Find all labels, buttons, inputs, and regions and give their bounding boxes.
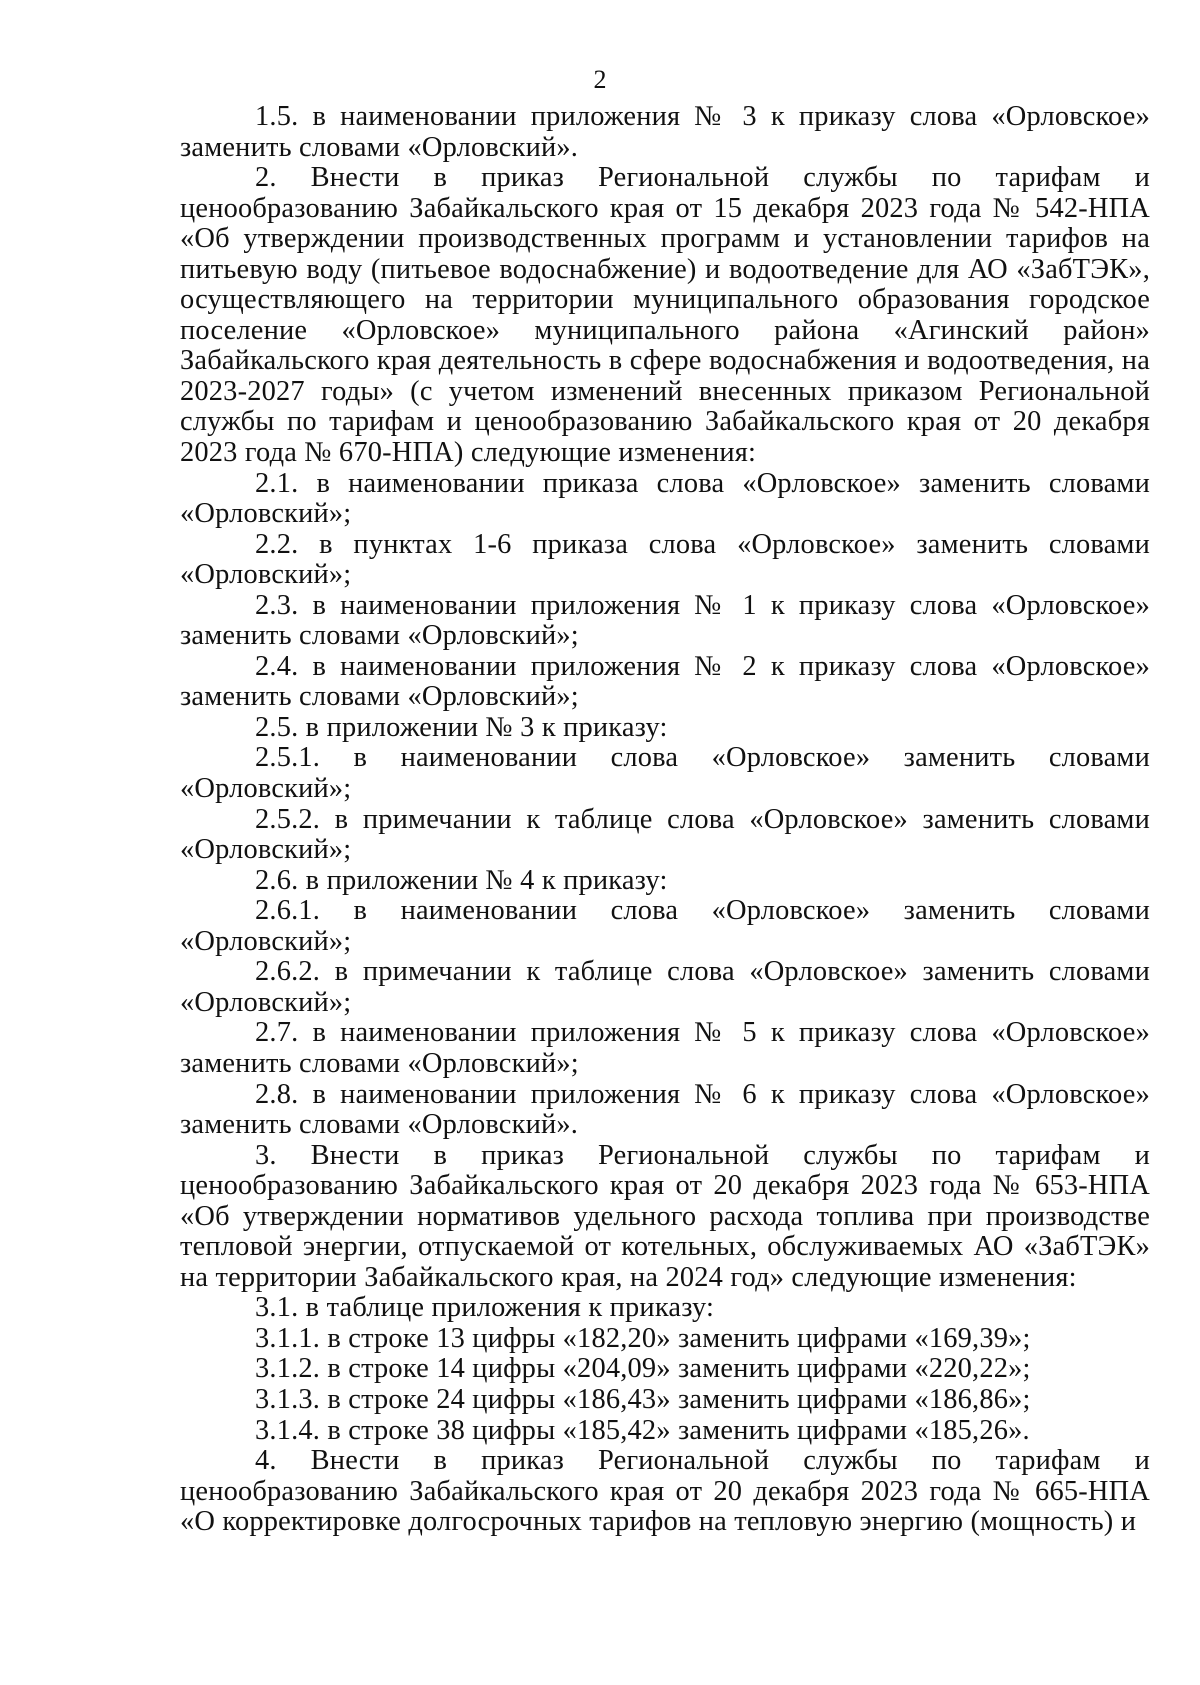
paragraph-3-1-2: 3.1.2. в строке 14 цифры «204,09» заменить цифрами «220,22»;	[255, 1353, 1031, 1385]
paragraph-2-5: 2.5. в приложении № 3 к приказу:	[255, 711, 668, 743]
paragraph-2-3: 2.3. в наименовании приложения № 1 к приказу слова «Орловское» заменить словами «Орловский»;	[180, 589, 1150, 652]
paragraph-3-1-3: 3.1.3. в строке 24 цифры «186,43» заменить цифрами «186,86»;	[255, 1383, 1031, 1415]
paragraph-3-1: 3.1. в таблице приложения к приказу:	[255, 1292, 715, 1324]
paragraph-2: 2. Внести в приказ Региональной службы по тарифам и ценообразованию Забайкальского края от 15 декабря 2023 года № 542-НПА «Об утверждении производственных программ и установлении тарифов на питьевую воду (питьевое водоснабжение) и водоотведение для АО «ЗабТЭК», осуществляющего на территории муниципального образования городское поселение «Орловское» муниципального района «Агинский район» Забайкальского края деятельность в сфере водоснабжения и водоотведения, на 2023-2027 годы» (с учетом изменений внесенных приказом Региональной службы по тарифам и ценообразованию Забайкальского края от 20 декабря 2023 года № 670-НПА) следующие изменения:	[180, 162, 1150, 469]
paragraph-2-6-2: 2.6.2. в примечании к таблице слова «Орловское» заменить словами «Орловский»;	[180, 956, 1150, 1018]
paragraph-3-1-4: 3.1.4. в строке 38 цифры «185,42» заменить цифрами «185,26».	[255, 1414, 1030, 1446]
paragraph-3-1-1: 3.1.1. в строке 13 цифры «182,20» заменить цифрами «169,39»;	[255, 1322, 1031, 1354]
paragraph-2-4: 2.4. в наименовании приложения № 2 к приказу слова «Орловское» заменить словами «Орловский»;	[180, 650, 1150, 713]
document-body	[180, 102, 1150, 1538]
paragraph-1-5: 1.5. в наименовании приложения № 3 к приказу слова «Орловское» заменить словами «Орловский».	[180, 101, 1150, 163]
paragraph-2-5-2: 2.5.2. в примечании к таблице слова «Орловское» заменить словами «Орловский»;	[180, 803, 1150, 866]
paragraph-4: 4. Внести в приказ Региональной службы по тарифам и ценообразованию Забайкальского края от 20 декабря 2023 года № 665-НПА «О корректировке долгосрочных тарифов на тепловую энергию (мощность) и	[180, 1445, 1150, 1538]
paragraph-2-6-1: 2.6.1. в наименовании слова «Орловское» заменить словами «Орловский»;	[180, 895, 1150, 957]
paragraph-2-8: 2.8. в наименовании приложения № 6 к приказу слова «Орловское» заменить словами «Орловский».	[180, 1078, 1150, 1141]
paragraph-2-7: 2.7. в наименовании приложения № 5 к приказу слова «Орловское» заменить словами «Орловский»;	[180, 1017, 1150, 1079]
paragraph-2-2: 2.2. в пунктах 1-6 приказа слова «Орловское» заменить словами «Орловский»;	[180, 528, 1150, 591]
paragraph-3: 3. Внести в приказ Региональной службы по тарифам и ценообразованию Забайкальского края от 20 декабря 2023 года № 653-НПА «Об утверждении нормативов удельного расхода топлива при производстве тепловой энергии, отпускаемой от котельных, обслуживаемых АО «ЗабТЭК» на территории Забайкальского края, на 2024 год» следующие изменения:	[180, 1139, 1150, 1293]
paragraph-2-1: 2.1. в наименовании приказа слова «Орловское» заменить словами «Орловский»;	[180, 467, 1150, 530]
paragraph-2-6: 2.6. в приложении № 4 к приказу:	[255, 864, 668, 896]
paragraph-2-5-1: 2.5.1. в наименовании слова «Орловское» заменить словами «Орловский»;	[180, 742, 1150, 805]
page-number: 2	[593, 65, 607, 94]
